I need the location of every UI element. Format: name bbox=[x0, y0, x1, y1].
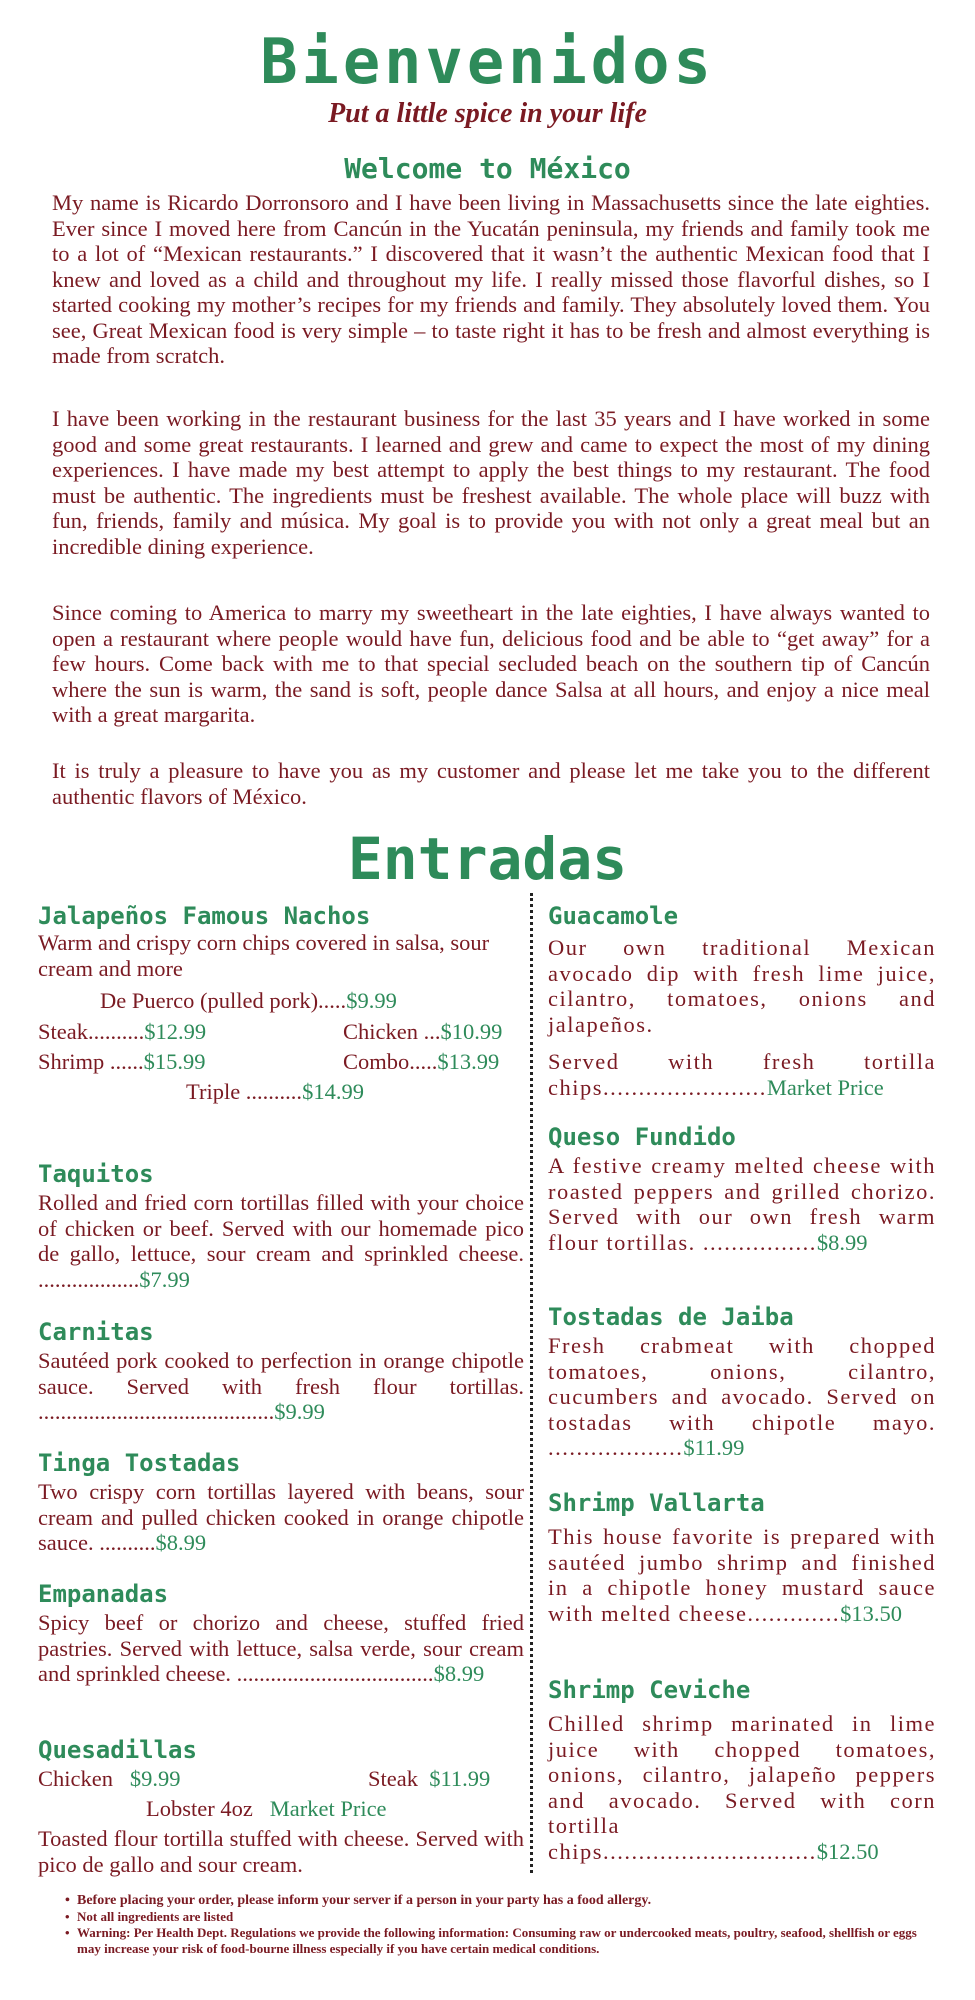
item-name-ceviche: Shrimp Ceviche bbox=[548, 1676, 751, 1704]
option-label: De Puerco (pulled pork)..... bbox=[100, 988, 347, 1013]
intro-paragraph: It is truly a pleasure to have you as my customer and please let me take you to the different authentic flavors of México. bbox=[52, 758, 930, 809]
item-desc-nachos: Warm and crispy corn chips covered in salsa, sour cream and more bbox=[38, 930, 490, 981]
desc-text: This house favorite is prepared with sautéed jumbo shrimp and finished in a chipotle honey mustard sauce with melted cheese............. bbox=[548, 1524, 936, 1626]
desc-text: Spicy beef or chorizo and cheese, stuffed fried pastries. Served with lettuce, salsa verde, sour cream and sprinkled cheese. ................................... bbox=[38, 1610, 524, 1686]
desc-text: Chilled shrimp marinated in lime juice with chopped tomatoes, onions, cilantro, jalapeño peppers and avocado. Served with corn tortilla chips.............................. bbox=[548, 1711, 936, 1864]
option-label: Steak.......... bbox=[38, 1019, 145, 1044]
desc-text: Two crispy corn tortillas layered with beans, sour cream and pulled chicken cooked in orange chipotle sauce. .......... bbox=[38, 1479, 524, 1555]
item-name-jaiba: Tostadas de Jaiba bbox=[548, 1303, 794, 1331]
price: $12.99 bbox=[144, 1019, 207, 1044]
allergy-notes bbox=[65, 1893, 925, 1957]
item-name-empanadas: Empanadas bbox=[38, 1580, 169, 1608]
item-desc-vallarta bbox=[548, 1524, 936, 1626]
page-title: Bienvenidos bbox=[260, 25, 715, 98]
price: $9.99 bbox=[274, 1399, 325, 1424]
nachos-chicken-line bbox=[343, 1019, 502, 1045]
item-desc-jaiba bbox=[548, 1333, 936, 1461]
item-desc-guacamole: Our own traditional Mexican avocado dip with fresh lime juice, cilantro, tomatoes, onions and jalapeños. bbox=[548, 935, 936, 1037]
item-desc-queso bbox=[548, 1153, 936, 1255]
welcome-heading: Welcome to México bbox=[344, 152, 631, 185]
item-name-queso: Queso Fundido bbox=[548, 1123, 736, 1151]
item-desc-ceviche bbox=[548, 1711, 936, 1864]
item-name-taquitos: Taquitos bbox=[38, 1160, 154, 1188]
price: $12.50 bbox=[816, 1838, 879, 1864]
item-name-nachos: Jalapeños Famous Nachos bbox=[38, 902, 371, 930]
section-title: Entradas bbox=[347, 825, 628, 893]
quesadillas-steak-line bbox=[368, 1766, 490, 1792]
nachos-combo-line bbox=[343, 1049, 499, 1075]
nachos-triple-line bbox=[186, 1079, 364, 1105]
desc-text: A festive creamy melted cheese with roasted peppers and grilled chorizo. Served with our own fresh warm flour tortillas. ................ bbox=[548, 1153, 936, 1255]
note-item: • Not all ingredients are listed bbox=[65, 1909, 925, 1925]
price: $9.99 bbox=[129, 1766, 181, 1791]
item-name-vallarta: Shrimp Vallarta bbox=[548, 1489, 765, 1517]
desc-text: Served with fresh tortilla chips....................... bbox=[548, 1049, 936, 1100]
price: Market Price bbox=[766, 1074, 884, 1100]
item-desc-taquitos bbox=[38, 1190, 524, 1292]
desc-text: Sautéed pork cooked to perfection in orange chipotle sauce. Served with fresh flour tortillas. .......................................... bbox=[38, 1348, 524, 1424]
nachos-puerco-line bbox=[100, 988, 397, 1014]
tagline: Put a little spice in your life bbox=[328, 98, 647, 129]
intro-paragraph: Since coming to America to marry my sweetheart in the late eighties, I have always wanted to open a restaurant where people would have fun, delicious food and be able to “get away” for a few hours. Come back with me to that special secluded beach on the southern tip of Cancún where the sun is warm, the sand is soft, people dance Salsa at all hours, and enjoy a nice meal with a great margarita. bbox=[52, 600, 930, 727]
price: Market Price bbox=[269, 1796, 387, 1821]
price: $13.50 bbox=[840, 1600, 902, 1626]
price: $7.99 bbox=[139, 1266, 190, 1292]
price: $14.99 bbox=[302, 1079, 364, 1104]
nachos-steak-line bbox=[38, 1019, 206, 1045]
desc-text: Rolled and fried corn tortillas filled with your choice of chicken or beef. Served with our homemade pico de gallo, lettuce, sour cream and sprinkled cheese. .................. bbox=[38, 1190, 524, 1292]
price: $11.99 bbox=[683, 1435, 745, 1460]
price: $13.99 bbox=[437, 1049, 500, 1074]
price: $8.99 bbox=[816, 1229, 868, 1255]
quesadillas-chicken-line bbox=[38, 1766, 180, 1792]
option-label: Lobster 4oz bbox=[146, 1796, 253, 1821]
quesadillas-lobster-line bbox=[146, 1796, 387, 1822]
intro-paragraph: My name is Ricardo Dorronsoro and I have been living in Massachusetts since the late eighties. Ever since I moved here from Cancún in the Yucatán peninsula, my friends and family took me to a lot of “Mexican restaurants.” I discovered that it wasn’t the authentic Mexican food that I knew and loved as a child and throughout my life. I really missed those flavorful dishes, so I started cooking my mother’s recipes for my friends and family. They absolutely loved them. You see, Great Mexican food is very simple – to taste right it has to be fresh and almost everything is made from scratch. bbox=[52, 190, 930, 368]
column-divider bbox=[530, 893, 533, 1873]
item-desc-quesadillas: Toasted flour tortilla stuffed with cheese. Served with pico de gallo and sour cream. bbox=[38, 1826, 524, 1877]
price: $9.99 bbox=[346, 988, 397, 1013]
intro-paragraph: I have been working in the restaurant business for the last 35 years and I have worked in some good and some great restaurants. I learned and grew and came to expect the most of my dining experiences. I have made my best attempt to apply the best things to my restaurant. The food must be authentic. The ingredients must be freshest available. The whole place will buzz with fun, friends, family and música. My goal is to provide you with not only a great meal but an incredible dining experience. bbox=[52, 406, 930, 559]
item-name-guacamole: Guacamole bbox=[548, 902, 679, 930]
note-item: • Before placing your order, please inform your server if a person in your party has a food allergy. bbox=[65, 1893, 925, 1909]
price: $8.99 bbox=[155, 1530, 207, 1555]
price: $15.99 bbox=[143, 1049, 206, 1074]
note-item: • Warning: Per Health Dept. Regulations we provide the following information: Consuming raw or undercooked meats, poultry, seafood, shellfish or eggs may increase your risk of food-bourne illness especially if you have certain medical conditions. bbox=[65, 1925, 925, 1957]
nachos-shrimp-line bbox=[38, 1049, 206, 1075]
item-name-tinga: Tinga Tostadas bbox=[38, 1449, 241, 1477]
option-label: Shrimp ...... bbox=[38, 1049, 144, 1074]
item-desc-empanadas bbox=[38, 1610, 524, 1687]
option-label: Combo..... bbox=[343, 1049, 438, 1074]
item-desc-tinga bbox=[38, 1479, 524, 1556]
option-label: Chicken bbox=[38, 1766, 113, 1791]
desc-text: Fresh crabmeat with chopped tomatoes, onions, cilantro, cucumbers and avocado. Served on tostadas with chipotle mayo. ................... bbox=[548, 1333, 936, 1460]
item-name-carnitas: Carnitas bbox=[38, 1318, 154, 1346]
item-served-guacamole bbox=[548, 1049, 936, 1100]
price: $10.99 bbox=[440, 1019, 503, 1044]
item-name-quesadillas: Quesadillas bbox=[38, 1736, 197, 1764]
option-label: Steak bbox=[368, 1766, 418, 1791]
option-label: Triple .......... bbox=[186, 1079, 303, 1104]
price: $11.99 bbox=[429, 1766, 491, 1791]
item-desc-carnitas bbox=[38, 1348, 524, 1425]
option-label: Chicken ... bbox=[343, 1019, 441, 1044]
price: $8.99 bbox=[433, 1661, 485, 1686]
